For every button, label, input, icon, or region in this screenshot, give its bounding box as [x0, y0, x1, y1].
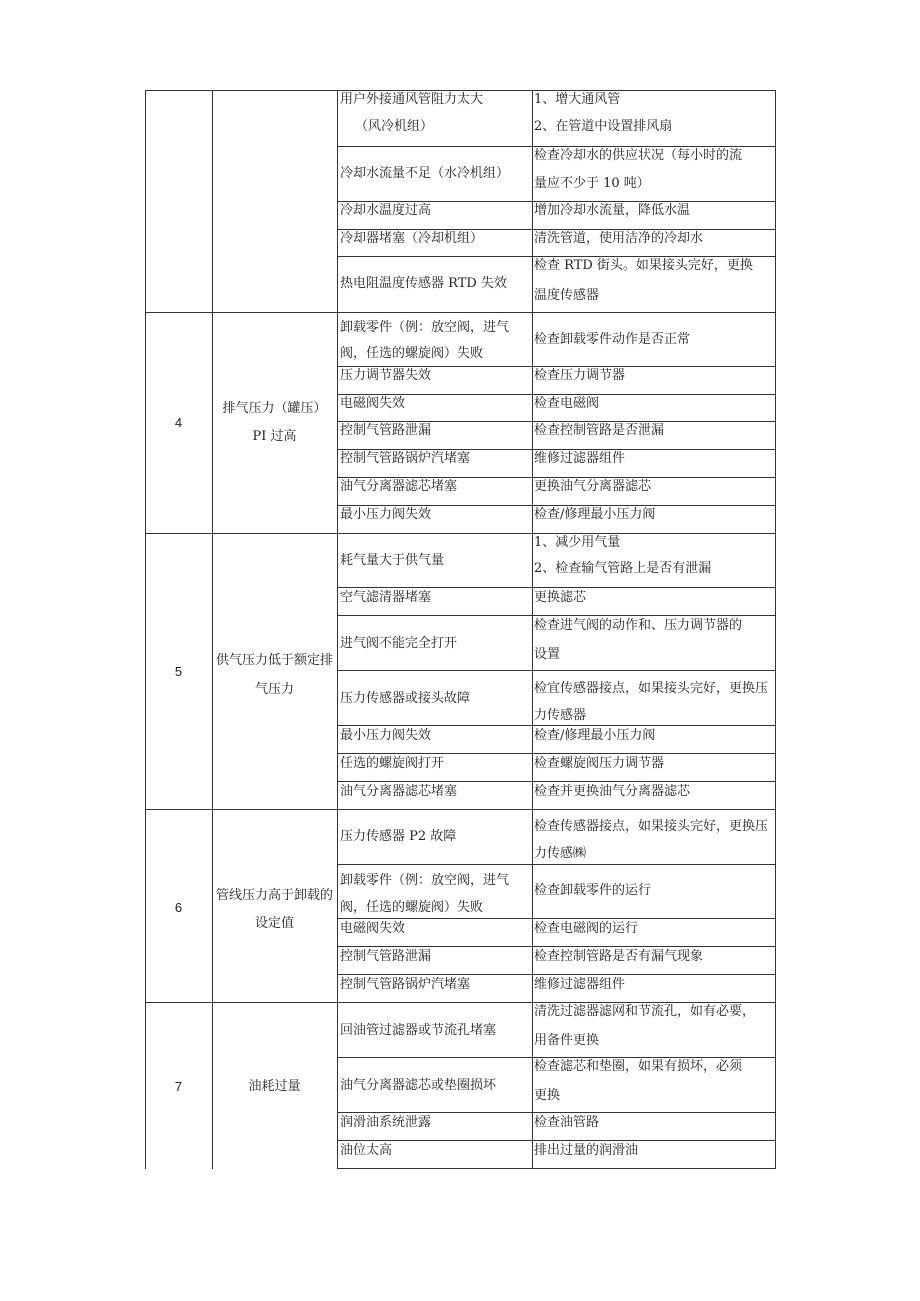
fix-cell: 1、增大通风管	[534, 92, 621, 107]
fix-cell: 检宜传感器接点，如果接头完好，更换压	[534, 681, 769, 696]
cause-cell: 控制气管路泄漏	[340, 423, 432, 438]
cause-cell: 电磁阀失效	[340, 396, 406, 411]
cause-cell: 最小压力阀失效	[340, 728, 432, 743]
cause-cell: 进气阀不能完全打开	[340, 636, 458, 651]
symptom-cell: 供气压力低于额定排	[215, 653, 333, 668]
fix-cell: 检查 RTD 街头。如果接头完好，更换	[534, 258, 753, 273]
symptom-cell: 设定值	[254, 916, 294, 931]
fix-cell: 检查滤芯和垫圈，如果有损坏，必须	[534, 1059, 743, 1074]
cause-cell: 压力调节器失效	[340, 368, 432, 383]
fix-cell: 维修过滤器组件	[534, 451, 626, 466]
cause-cell: 用户外接通风管阻力太大	[340, 92, 484, 107]
cause-cell: 卸载零件（例：放空阀，进气	[340, 320, 510, 335]
cause-cell: 电磁阀失效	[340, 921, 406, 936]
fix-cell: 检查传感器接点，如果接头完好，更换压	[534, 819, 769, 834]
group-number: 7	[174, 1079, 183, 1094]
cause-cell: 热电阻温度传感器 RTD 失效	[340, 276, 507, 291]
fix-cell: 检查压力调节器	[534, 368, 626, 383]
symptom-cell: 气压力	[254, 682, 294, 697]
fix-cell: 温度传感器	[534, 288, 600, 303]
cause-cell: 压力传感器或接头故障	[340, 691, 471, 706]
cause-cell: 控制气管路锅炉汽堵塞	[340, 977, 471, 992]
fix-cell: 排出过量的润滑油	[534, 1143, 639, 1158]
fix-cell: 更换油气分离器滤芯	[534, 479, 652, 494]
cause-cell: 控制气管路锅炉汽堵塞	[340, 451, 471, 466]
fix-cell: 2、在管道中设置排风扇	[534, 119, 673, 134]
fix-cell: 1、减少用气量	[534, 535, 621, 550]
fix-cell: 更换	[534, 1088, 561, 1103]
fix-cell: 检查螺旋阀压力调节器	[534, 756, 665, 771]
fix-cell: 检查卸载零件动作是否正常	[534, 332, 691, 347]
fix-cell: 维修过滤器组件	[534, 977, 626, 992]
cause-cell: 卸载零件（例：放空阀，进气	[340, 873, 510, 888]
fix-cell: 更换滤芯	[534, 590, 587, 605]
cause-cell: （风冷机组）	[355, 119, 434, 134]
fix-cell: 设置	[534, 647, 561, 662]
fix-cell: 检查控制管路是否泄漏	[534, 423, 665, 438]
symptom-cell: 排气压力（罐压）	[222, 401, 327, 416]
fix-cell: 检查电磁阀的运行	[534, 921, 639, 936]
fix-cell: 增加冷却水流量，降低水温	[534, 203, 691, 218]
fix-cell: 力传感器	[534, 708, 587, 723]
cause-cell: 油气分离器滤芯堵塞	[340, 784, 458, 799]
fix-cell: 检查/修理最小压力阀	[534, 728, 656, 743]
symptom-cell: 管线压力高于卸载的	[215, 888, 333, 903]
cause-cell: 最小压力阀失效	[340, 507, 432, 522]
cause-cell: 冷却器堵塞（冷却机组）	[340, 231, 484, 246]
group-number: 5	[174, 664, 183, 679]
cause-cell: 油气分离器滤芯或垫圈损坏	[340, 1078, 497, 1093]
cause-cell: 回油管过滤器或节流孔堵塞	[340, 1023, 497, 1038]
cause-cell: 阀，任选的螺旋阀）失败	[340, 346, 484, 361]
fix-cell: 力传感㈱	[534, 846, 587, 861]
cause-cell: 任选的螺旋阀打开	[340, 756, 445, 771]
fix-cell: 检查进气阀的动作和、压力调节器的	[534, 618, 743, 633]
symptom-cell: PI 过高	[252, 429, 297, 444]
fix-cell: 检查电磁阀	[534, 396, 600, 411]
fix-cell: 清洗过滤器滤网和节流孔，如有必要，	[534, 1004, 756, 1019]
fix-cell: 检查控制管路是否有漏气现象	[534, 949, 704, 964]
cause-cell: 压力传感器 P2 故障	[340, 829, 457, 844]
fix-cell: 检查并更换油气分离器滤芯	[534, 784, 691, 799]
fix-cell: 清洗管道，使用洁净的冷却水	[534, 231, 704, 246]
fix-cell: 检查油管路	[534, 1115, 600, 1130]
cause-cell: 空气滤清器堵塞	[340, 590, 432, 605]
cause-cell: 耗气量大于供气量	[340, 553, 445, 568]
fix-cell: 用备件更换	[534, 1033, 600, 1048]
symptom-cell: 油耗过量	[248, 1079, 301, 1094]
fix-cell: 检查冷却水的供应状况（每小时的流	[534, 148, 743, 163]
fix-cell: 检查/修理最小压力阀	[534, 507, 656, 522]
cause-cell: 润滑油系统泄露	[340, 1115, 432, 1130]
cause-cell: 油气分离器滤芯堵塞	[340, 479, 458, 494]
cause-cell: 阀，任选的螺旋阀）失败	[340, 900, 484, 915]
group-number: 4	[174, 415, 183, 430]
group-number: 6	[174, 900, 183, 915]
cause-cell: 控制气管路泄漏	[340, 949, 432, 964]
fix-cell: 2、检查输气管路上是否有泄漏	[534, 561, 712, 576]
cause-cell: 冷却水温度过高	[340, 203, 432, 218]
cause-cell: 冷却水流量不足（水冷机组）	[340, 166, 510, 181]
fix-cell: 检查卸载零件的运行	[534, 883, 652, 898]
cause-cell: 油位太高	[340, 1143, 393, 1158]
fix-cell: 量应不少于 10 吨）	[534, 176, 650, 191]
